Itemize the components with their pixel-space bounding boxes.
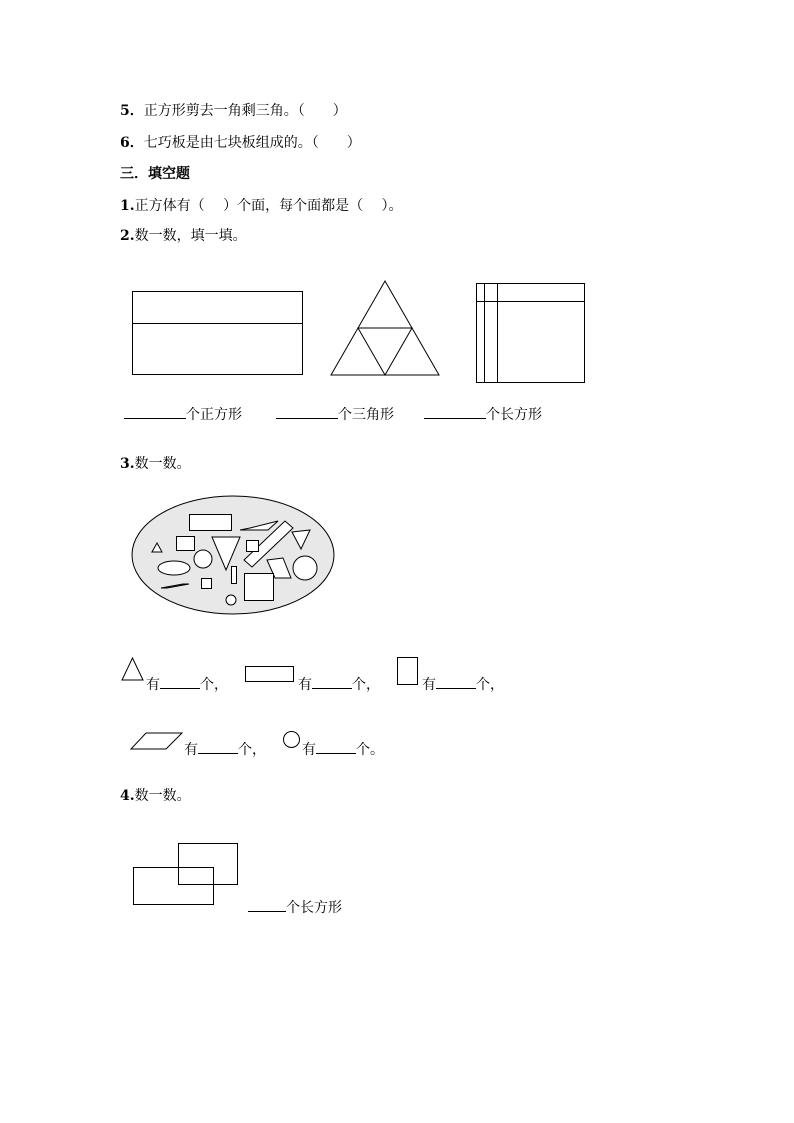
question-number: 6．: [120, 135, 144, 151]
question-text: 正方形剪去一角剩三角。（ ）: [143, 103, 347, 119]
q3-parallelogram-count: 有 个，: [184, 739, 266, 760]
question-number: 2.: [120, 228, 135, 244]
question-text: 正方体有（ ）个面，每个面都是（ ）。: [134, 198, 403, 214]
q3-triangle-count: 有 个，: [146, 674, 228, 695]
question-number: 5．: [120, 103, 144, 119]
question-text: 数一数。: [134, 788, 191, 804]
question-text: 数一数。: [134, 456, 191, 472]
q3-rectangle-count: 有 个，: [298, 674, 380, 695]
q3-circle-count: 有 个。: [302, 739, 384, 760]
q2-answer-squares: 个正方形: [124, 404, 242, 425]
q2-answer-rectangles: 个长方形: [424, 404, 542, 425]
question-number: 3.: [120, 456, 135, 472]
q2-answer-triangles: 个三角形: [276, 404, 394, 425]
q4-answer: 个长方形: [248, 897, 342, 918]
question-number: 4.: [120, 788, 135, 804]
q3-square-count: 有 个，: [422, 674, 504, 695]
question-text: 七巧板是由七块板组成的。（ ）: [143, 135, 361, 151]
answer-blank[interactable]: [248, 897, 286, 912]
question-text: 数一数，填一填。: [134, 228, 247, 244]
section-title: 三．填空题: [120, 166, 190, 182]
question-number: 1.: [120, 198, 135, 214]
